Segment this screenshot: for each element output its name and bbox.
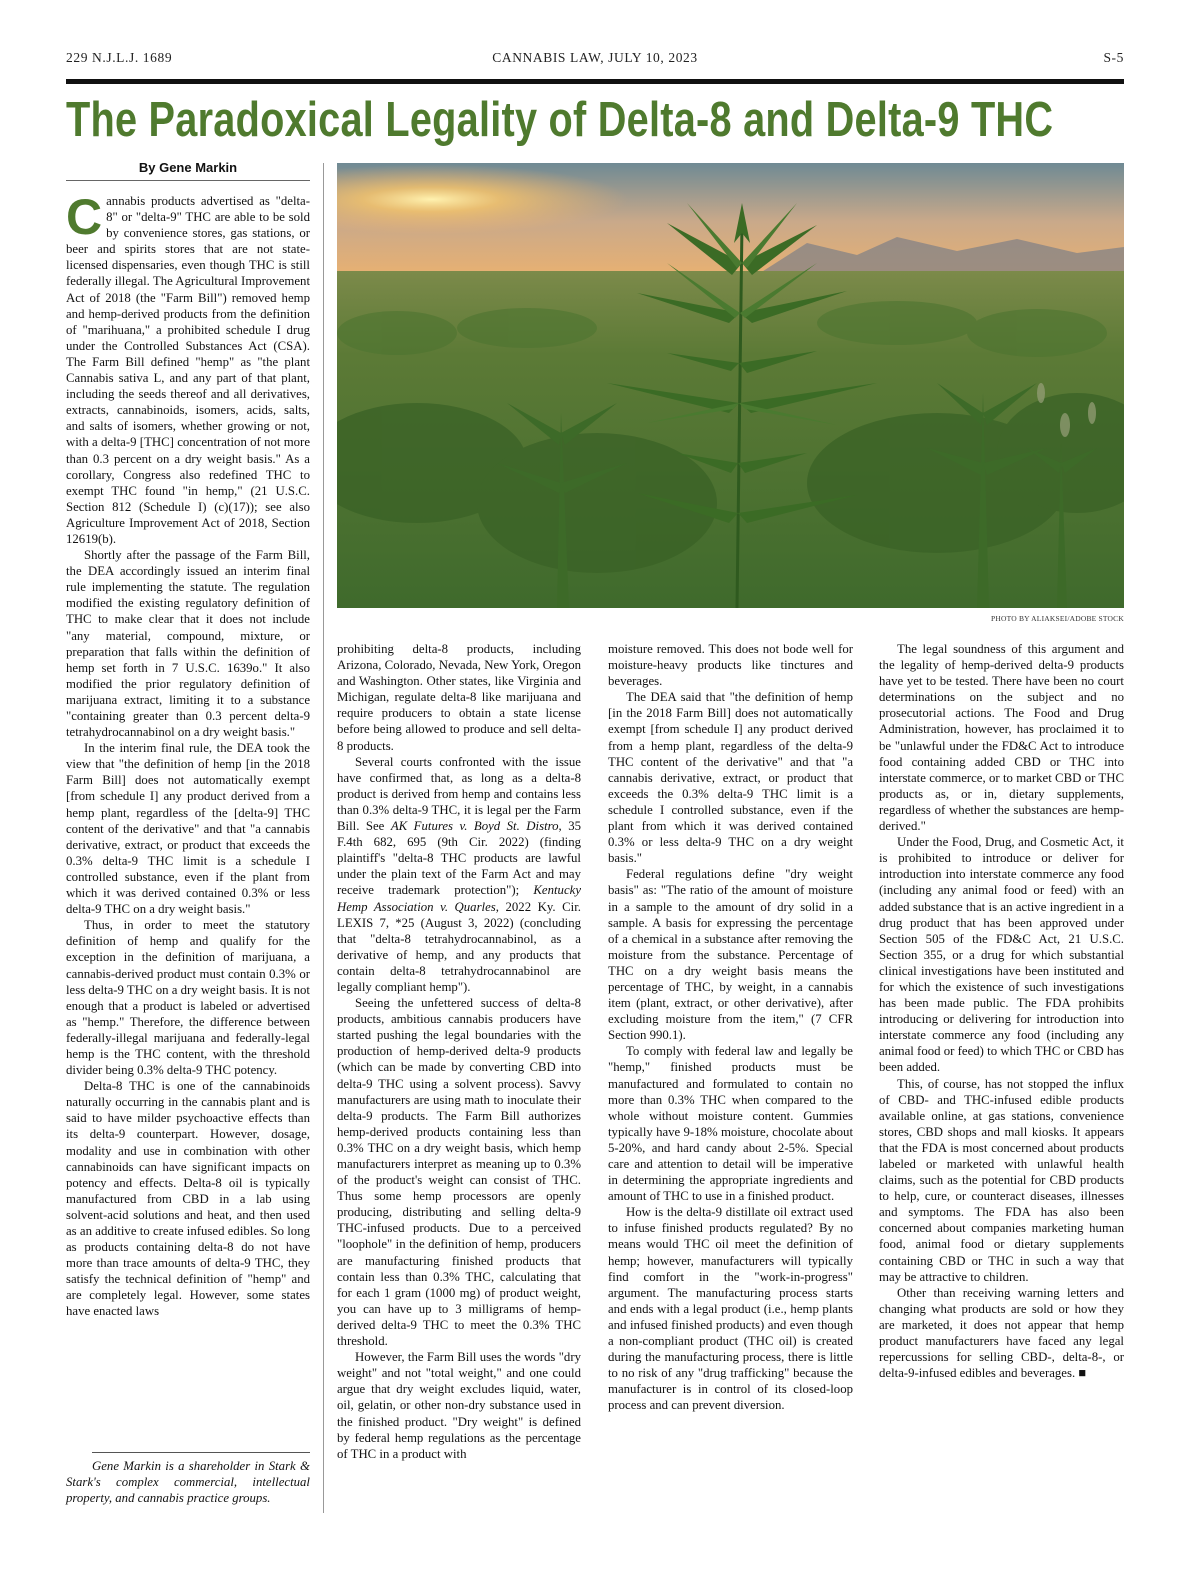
paragraph: Seeing the unfettered success of delta-8 products, ambitious cannabis producers have started pushing the legal boundaries with the production of hemp-derived delta-9 products (which can be made by converting CBD into delta-9 THC using a solvent process). Savvy manufacturers are using math to inoculate their delta-9 products. The Farm Bill authorizes hemp-derived products containing less than 0.3% THC on a dry weight basis, which hemp manufacturers interpret as meaning up to 0.3% of the product's weight can consist of THC. Thus some hemp processors are openly producing, distributing and selling delta-9 THC-infused products. Due to a perceived "loophole" in the definition of hemp, producers are manufacturing finished products that contain less than 0.3% THC, calculating that for each 1 gram (1000 mg) of product weight, you can have up to 3 milligrams of hemp-derived delta-9 THC to meet the 0.3% THC threshold. [337, 996, 581, 1349]
article-column-2 [337, 641, 581, 1521]
paragraph: However, the Farm Bill uses the words "dry weight" and not "total weight," and one could argue that dry weight excludes liquid, water, oil, gelatin, or other non-dry substance used in the finished product. "Dry weight" is defined by federal hemp regulations as the percentage of THC in a product with [337, 1350, 581, 1461]
article-column-1 [66, 193, 310, 1438]
article-headline: The Paradoxical Legality of Delta-8 and Delta-9 THC [66, 93, 1054, 147]
column-divider [323, 163, 324, 1513]
paragraph: Federal regulations define "dry weight basis" as: "The ratio of the amount of moisture in a sample to the amount of dry solid in a sample. A basis for expressing the percentage of a chemical in a substance after removing the moisture from the substance. Percentage of THC on a dry weight basis means the percentage of THC, by weight, in a cannabis item (plant, extract, or other derivative), after excluding moisture from the item," (7 CFR Section 990.1). [608, 867, 853, 1043]
paragraph-text: Other than receiving warning letters and changing what products are sold or how they are marketed, it does not appear that hemp product manufacturers have faced any legal repercussions for selling CBD-, delta-8-, or delta-9-infused edibles and beverages. [879, 1285, 1124, 1381]
article-column-4 [879, 641, 1124, 1521]
paragraph: The DEA said that "the definition of hemp [in the 2018 Farm Bill] does not automatically exempt [from schedule I] any product derived from a hemp plant, regardless of the delta-9 THC content of the derivative" and that "a cannabis derivative, extract, or product that exceeds the 0.3% delta-9 THC limit is a schedule I controlled substance, even if the plant from which it was derived contained 0.3% or less delta-9 THC on a dry weight basis." [608, 690, 853, 866]
paragraph [879, 1285, 1124, 1382]
case-name: AK Futures v. Boyd St. Distro [390, 819, 559, 834]
paragraph: The legal soundness of this argument and the legality of hemp-derived delta-9 products have yet to be tested. There have been no court determinations on the subject and no prosecutorial actions. The Food and Drug Administration, however, has proclaimed it to be "unlawful under the FD&C Act to introduce food containing added CBD or THC into interstate commerce, or to market CBD or THC products as, or in, dietary supplements, regardless of whether the substances are hemp-derived." [879, 642, 1124, 834]
paragraph-text: Several courts confronted with the issue have confirmed that, as long as a delta-8 product is derived from hemp and contains less than 0.3% delta-9 THC, it is legal per the Farm Bill. See [337, 754, 581, 834]
paragraph [337, 754, 581, 995]
end-mark: ■ [1078, 1366, 1087, 1381]
paragraph: prohibiting delta-8 products, including Arizona, Colorado, Nevada, New York, Oregon and Washington. Other states, like Virginia and Michigan, regulate delta-8 like marijuana and require producers to obtain a state license before being allowed to produce and sell delta-8 products. [337, 642, 581, 753]
paragraph: Under the Food, Drug, and Cosmetic Act, it is prohibited to introduce or deliver for introduction into interstate commerce any food (including any animal food or feed) with an added substance that is an active ingredient in a drug product that has been approved under Section 505 of the FD&C Act, 21 U.S.C. Section 355, or a drug for which substantial clinical investigations have been instituted and for which the existence of such investigations has been made public. The FDA prohibits introducing or delivering for introduction into interstate commerce any food (including any animal food or feed) to which THC or CBD has been added. [879, 835, 1124, 1075]
paragraph: Delta-8 THC is one of the cannabinoids naturally occurring in the cannabis plant and is said to have milder psychoactive effects than its delta-9 counterpart. However, dosage, modality and use in combination with other cannabinoids can have significant impacts on potency and effects. Delta-8 oil is typically manufactured from CBD in a lab using solvent-acid solutions and heat, and then used as an additive to create infused edibles. So long as products containing delta-8 do not have more than trace amounts of delta-9 THC, they satisfy the technical definition of "hemp" and are completely legal. However, some states have enacted laws [66, 1079, 310, 1319]
paragraph-text: , 2022 Ky. Cir. LEXIS 7, *25 (August 3, 2022) (concluding that "delta-8 tetrahydrocannabinol, as a derivative of hemp, and any products that contain delta-8 tetrahydrocannabinol are legally compliant hemp"). [337, 899, 581, 994]
paragraph-text: annabis products advertised as "delta-8" or "delta-9" THC are able to be sold by convenience stores, gas stations, or beer and spirits stores that are not state-licensed dispensaries, even though THC is still federally illegal. The Agricultural Improvement Act of 2018 (the "Farm Bill") removed hemp and hemp-derived products from the definition of "marihuana," a prohibited schedule I drug under the Controlled Substances Act (CSA). The Farm Bill defined "hemp" as "the plant Cannabis sativa L, and any part of that plant, including the seeds thereof and all derivatives, extracts, cannabinoids, isomers, acids, salts, and salts of isomers, whether growing or not, with a delta-9 [THC] concentration of not more than 0.3 percent on a dry weight basis." As a corollary, Congress also redefined THC to exempt THC found "in hemp," (21 U.S.C. Section 812 (Schedule I) (c)(17)); see also Agriculture Improvement Act of 2018, Section 12619(b). [66, 194, 310, 546]
paragraph: To comply with federal law and legally be "hemp," finished products must be manufactured and formulated to contain no more than 0.3% THC when compared to the whole without moisture content. Gummies typically have 9-18% moisture, chocolate about 5-20%, and hard candy about 2-5%. Special care and attention to detail will be imperative in determining the appropriate ingredients and amount of THC to use in a finished product. [608, 1044, 853, 1204]
article-column-3 [608, 641, 853, 1521]
paragraph: How is the delta-9 distillate oil extract used to infuse finished products regulated? By no means would THC oil meet the definition of hemp; however, manufacturers will typically find comfort in the "work-in-progress" argument. The manufacturing process starts and ends with a legal product (i.e., hemp plants and infused finished products) and even though a non-compliant product (THC oil) is created during the manufacturing process, there is little to no risk of any "drug trafficking" because the manufacturer is in control of its closed-loop process and can prevent diversion. [608, 1205, 853, 1413]
page-number: S-5 [1103, 50, 1124, 65]
paragraph [66, 193, 310, 547]
paragraph: Thus, in order to meet the statutory definition of hemp and qualify for the exception in the definition of marijuana, a cannabis-derived product must contain 0.3% or less delta-9 THC on a dry weight basis. It is not enough that a product is labeled or advertised as "hemp." Therefore, the difference between federally-illegal marijuana and federally-legal hemp is the THC content, with the threshold divider being 0.3% delta-9 THC potency. [66, 918, 310, 1078]
paragraph: Shortly after the passage of the Farm Bill, the DEA accordingly issued an interim final rule implementing the statute. The regulation modified the existing regulatory definition of THC to make clear that it does not include "any material, compound, mixture, or preparation that falls within the definition of hemp set forth in 7 U.S.C. 1639o." It also modified the prior regulatory definition of marijuana extract, limiting it to a substance "containing greater than 0.3 percent delta-9 tetrahydrocannabinol on a dry weight basis." [66, 548, 310, 740]
publication-date: CANNABIS LAW, JULY 10, 2023 [492, 50, 698, 65]
author-note-rule [92, 1452, 310, 1453]
paragraph: This, of course, has not stopped the influx of CBD- and THC-infused edible products available online, at gas stations, convenience stores, CBD shops and mall kiosks. It appears that the FDA is most concerned about products labeled or marketed with unlawful health claims, such as the potential for CBD products to help, cure, or counteract diseases, illnesses and symptoms. The FDA has also been concerned about companies marketing human food, animal food or dietary supplements containing CBD or THC in such a way that may be attractive to children. [879, 1076, 1124, 1284]
header-rule [66, 79, 1124, 84]
paragraph-text: , 35 F.4th 682, 695 (9th Cir. 2022) (finding plaintiff's "delta-8 THC products are lawful under the plain text of the Farm Act and may receive trademark protection"); [337, 819, 581, 898]
paragraph: moisture removed. This does not bode well for moisture-heavy products like tinctures and beverages. [608, 642, 853, 689]
citation: 229 N.J.L.J. 1689 [66, 50, 173, 65]
hemp-field-illustration [337, 163, 1124, 608]
byline: By Gene Markin [138, 160, 238, 175]
author-note: Gene Markin is a shareholder in Stark & Stark's complex commercial, intellectual property, and cannabis practice groups. [66, 1459, 310, 1506]
photo-credit: PHOTO BY ALIAKSEI/ADOBE STOCK [991, 614, 1124, 623]
running-header [66, 50, 1124, 70]
byline-rule [66, 180, 310, 181]
hemp-field-photo [337, 163, 1124, 608]
case-name: Kentucky Hemp Association v. Quarles [337, 883, 581, 914]
paragraph: In the interim final rule, the DEA took the view that "the definition of hemp [in the 2018 Farm Bill] does not automatically exempt [from schedule I] any product derived from a hemp plant, regardless of the [delta-9] THC content of the derivative" and that "a cannabis derivative, extract, or product that exceeds the 0.3% delta-9 THC limit is a schedule I controlled substance, even if the plant from which it was derived contained 0.3% or less delta-9 THC on a dry weight basis." [66, 741, 310, 917]
drop-cap: C [66, 193, 103, 245]
